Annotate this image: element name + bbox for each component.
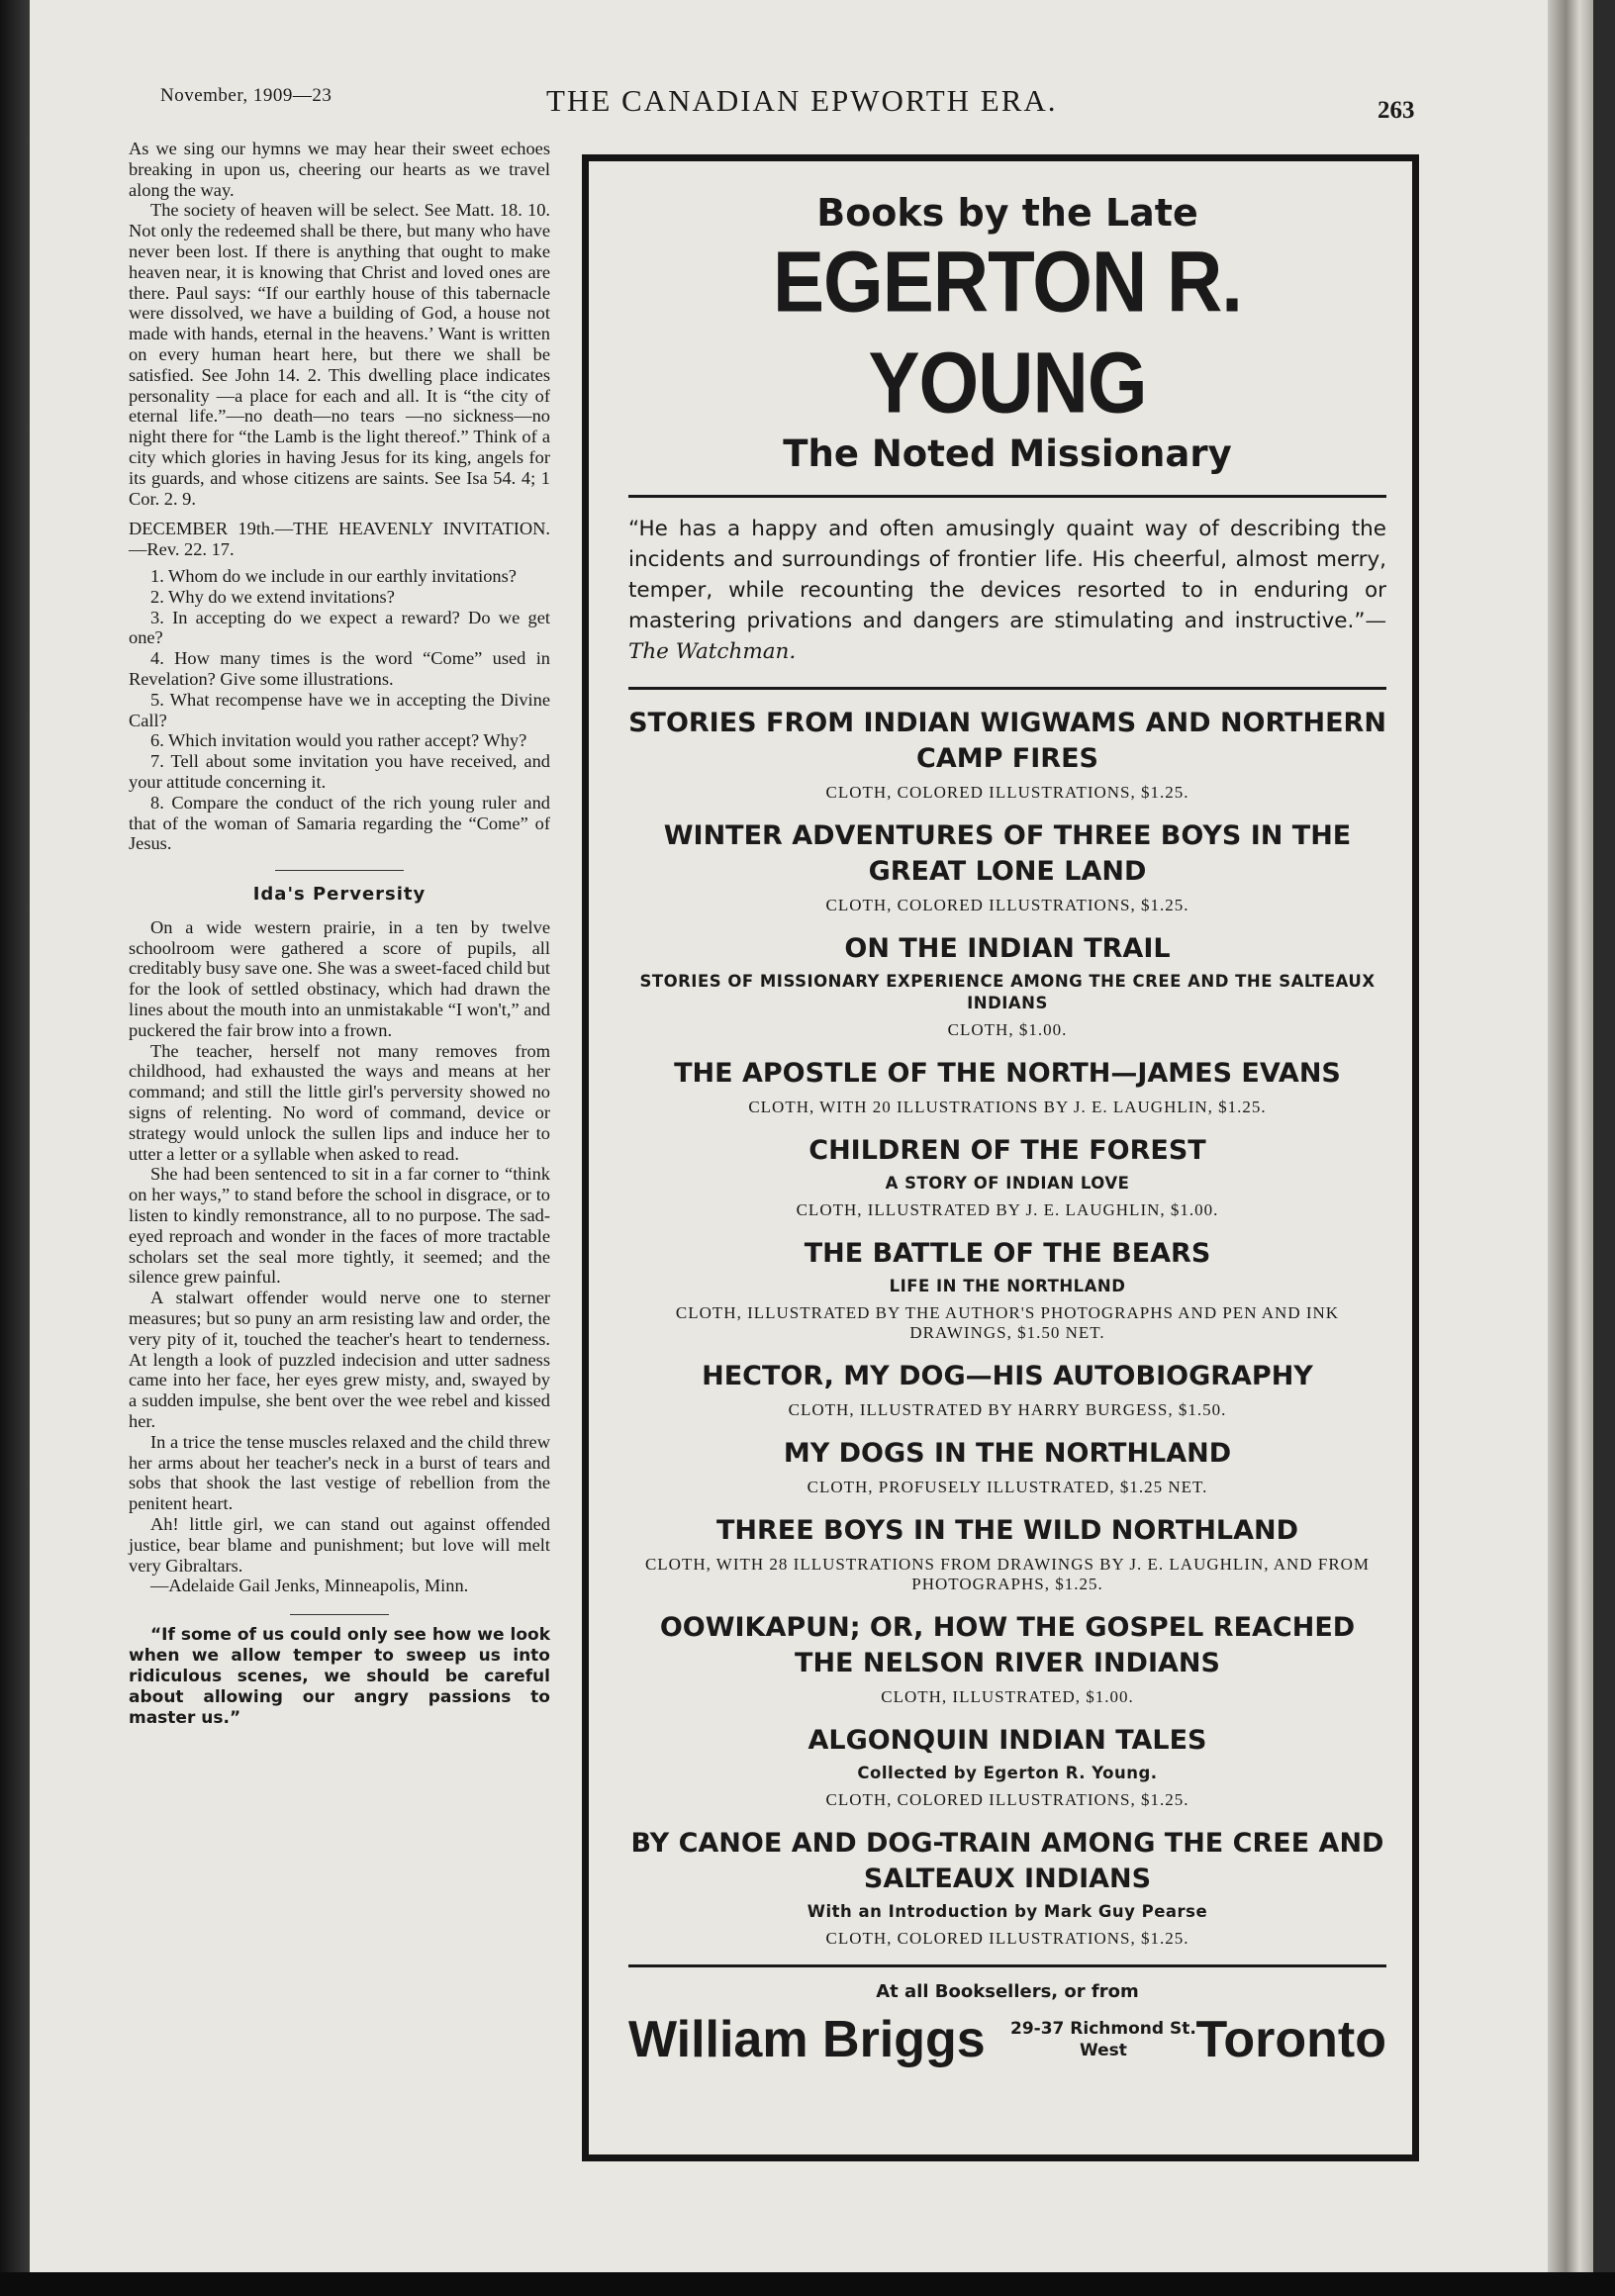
story-paragraph: On a wide western prairie, in a ten by twelve schoolroom were gathered a score of pupils, all creditably busy save one. She was a sweet-faced child but for the look of settled obstinacy, which had drawn the lines about the mouth into an unmistakable “I won't,” and puckered the fair brow into a frown. bbox=[129, 916, 550, 1040]
book-details: CLOTH, ILLUSTRATED BY THE AUTHOR'S PHOTOGRAPHS AND PEN AND INK DRAWINGS, $1.50 NET. bbox=[675, 1303, 1340, 1342]
book-entry bbox=[628, 1826, 1386, 1949]
book-entry bbox=[628, 1436, 1386, 1497]
book-details: CLOTH, COLORED ILLUSTRATIONS, $1.25. bbox=[825, 1790, 1189, 1809]
book-details: CLOTH, COLORED ILLUSTRATIONS, $1.25. bbox=[825, 1929, 1189, 1948]
lesson-heading: DECEMBER 19th.—THE HEAVENLY INVITATION.—Rev. 22. 17. bbox=[129, 519, 550, 560]
book-details: CLOTH, $1.00. bbox=[947, 1020, 1068, 1039]
story-paragraph: A stalwart offender would nerve one to sterner measures; but so puny an arm resisting law and order, the very pity of it, touched the teacher's heart to tenderness. At length a look of puzzled indecision and utter sadness came into her face, her eyes grew misty, and, swayed by a sudden impulse, she bent over the wee rebel and kissed her. bbox=[129, 1288, 550, 1432]
availability-text: At all Booksellers, or from bbox=[876, 1981, 1139, 2002]
ad-divider bbox=[628, 495, 1386, 498]
address-line: West bbox=[1079, 2041, 1127, 2060]
intro-paragraph: As we sing our hymns we may hear their sweet echoes breaking in upon us, cheering our hearts as we travel along the way. bbox=[129, 139, 550, 200]
book-entry bbox=[628, 1513, 1386, 1594]
book-details: CLOTH, ILLUSTRATED BY J. E. LAUGHLIN, $1.00. bbox=[796, 1200, 1219, 1219]
book-entry bbox=[628, 1133, 1386, 1220]
book-title: THE BATTLE OF THE BEARS bbox=[804, 1238, 1211, 1269]
book-details: CLOTH, COLORED ILLUSTRATIONS, $1.25. bbox=[825, 783, 1189, 802]
ad-quote-text: “He has a happy and often amusingly quaint way of describing the incidents and surroundings of frontier life. His cheerful, almost merry, temper, while recounting the devices resorted to in enduring or mastering privations and dangers are stimulating and instructive.” bbox=[628, 517, 1386, 633]
issue-date: November, 1909—23 bbox=[160, 85, 332, 106]
closing-quote: “If some of us could only see how we look when we allow temper to sweep us into ridiculous scenes, we should be careful about allowing our angry passions to master us.” bbox=[129, 1625, 550, 1729]
question-item: 4. How many times is the word “Come” used in Revelation? Give some illustrations. bbox=[129, 648, 550, 689]
publisher-address bbox=[1010, 2018, 1196, 2061]
book-title: THREE BOYS IN THE WILD NORTHLAND bbox=[715, 1515, 1299, 1546]
book-entry bbox=[628, 1359, 1386, 1420]
story-paragraph: She had been sentenced to sit in a far corner to “think on her ways,” to stand before the school in disgrace, or to listen to kindly remonstrance, all to no purpose. The sad-eyed reproach and wonder in the faces of more tractable scholars set the seal more tightly, it seemed; and the silence grew painful. bbox=[129, 1164, 550, 1288]
story-title: Ida's Perversity bbox=[252, 884, 427, 906]
publisher-city: Toronto bbox=[1195, 2011, 1386, 2068]
book-list bbox=[628, 706, 1386, 1949]
ad-heading: Books by the Late bbox=[816, 191, 1198, 235]
book-entry bbox=[628, 1056, 1386, 1117]
section-divider bbox=[290, 1614, 389, 1615]
book-details: CLOTH, WITH 20 ILLUSTRATIONS BY J. E. LAUGHLIN, $1.25. bbox=[748, 1098, 1267, 1116]
page-gutter-shadow bbox=[0, 0, 30, 2296]
book-title: HECTOR, MY DOG—HIS AUTOBIOGRAPHY bbox=[702, 1361, 1313, 1391]
book-title: OOWIKAPUN; OR, HOW THE GOSPEL REACHED THE NELSON RIVER INDIANS bbox=[659, 1612, 1356, 1678]
question-item: 6. Which invitation would you rather accept? Why? bbox=[150, 730, 527, 751]
book-title: ALGONQUIN INDIAN TALES bbox=[808, 1725, 1207, 1756]
book-title: ON THE INDIAN TRAIL bbox=[844, 933, 1171, 964]
ad-quote bbox=[628, 514, 1386, 667]
ad-author-name: EGERTON R. YOUNG bbox=[773, 233, 1242, 431]
question-item: 7. Tell about some invitation you have received, and your attitude concerning it. bbox=[129, 751, 550, 792]
story-author: —Adelaide Gail Jenks, Minneapolis, Minn. bbox=[150, 1576, 469, 1596]
book-advertisement bbox=[582, 154, 1419, 2161]
book-title: BY CANOE AND DOG-TRAIN AMONG THE CREE AND SALTEAUX INDIANS bbox=[630, 1828, 1384, 1894]
book-title: CHILDREN OF THE FOREST bbox=[808, 1135, 1206, 1166]
book-subtitle: With an Introduction by Mark Guy Pearse bbox=[807, 1902, 1208, 1921]
book-subtitle: Collected by Egerton R. Young. bbox=[857, 1764, 1158, 1782]
book-title: WINTER ADVENTURES OF THREE BOYS IN THE GREAT LONE LAND bbox=[663, 820, 1352, 887]
ad-quote-source: —The Watchman. bbox=[628, 609, 1386, 664]
story-paragraph: Ah! little girl, we can stand out against offended justice, bear blame and punishment; but love will melt very Gibraltars. bbox=[129, 1514, 550, 1576]
book-details: CLOTH, ILLUSTRATED, $1.00. bbox=[881, 1687, 1134, 1706]
publisher-name: William Briggs bbox=[628, 2011, 986, 2068]
book-subtitle: LIFE IN THE NORTHLAND bbox=[889, 1277, 1126, 1295]
journal-title: THE CANADIAN EPWORTH ERA. bbox=[546, 83, 1058, 118]
book-subtitle: A STORY OF INDIAN LOVE bbox=[885, 1174, 1130, 1193]
question-item: 8. Compare the conduct of the rich young ruler and that of the woman of Samaria regarding the “Come” of Jesus. bbox=[129, 792, 550, 854]
question-item: 5. What recompense have we in accepting the Divine Call? bbox=[129, 689, 550, 730]
page-number: 263 bbox=[1378, 97, 1415, 124]
bottom-edge bbox=[0, 2272, 1615, 2296]
book-entry bbox=[628, 818, 1386, 915]
book-details: CLOTH, ILLUSTRATED BY HARRY BURGESS, $1.50. bbox=[788, 1400, 1227, 1419]
question-item: 3. In accepting do we expect a reward? Do we get one? bbox=[129, 607, 550, 648]
book-subtitle: STORIES OF MISSIONARY EXPERIENCE AMONG THE CREE AND THE SALTEAUX INDIANS bbox=[639, 972, 1376, 1012]
left-column bbox=[129, 139, 550, 1729]
book-details: CLOTH, PROFUSELY ILLUSTRATED, $1.25 NET. bbox=[807, 1478, 1208, 1496]
question-list bbox=[129, 566, 550, 854]
book-entry bbox=[628, 1236, 1386, 1343]
book-spine bbox=[1548, 0, 1593, 2272]
book-entry bbox=[628, 706, 1386, 803]
intro-paragraph: The society of heaven will be select. See Matt. 18. 10. Not only the redeemed shall be there, but many who have never been lost. If there is anything that ought to make heaven near, it is knowing that Christ and loved ones are there. Paul says: “If our earthly house of this tabernacle were dissolved, we have a building of God, a house not made with hands, eternal in the heavens.’ Want is written on every human heart here, but there we shall be satisfied. See John 14. 2. This dwelling place indicates personality —a place for each and all. It is “the city of eternal life.”—no death—no tears —no sickness—no night there for “the Lamb is the light thereof.” Think of a city which glories in having Jesus for its king, angels for its guards, and whose citizens are saints. See Isa 54. 4; 1 Cor. 2. 9. bbox=[129, 200, 550, 509]
ad-divider bbox=[628, 1964, 1386, 1967]
book-details: CLOTH, WITH 28 ILLUSTRATIONS FROM DRAWINGS BY J. E. LAUGHLIN, AND FROM PHOTOGRAPHS, $1.25. bbox=[644, 1555, 1371, 1593]
address-line: 29-37 Richmond St. bbox=[1010, 2019, 1196, 2039]
book-title: MY DOGS IN THE NORTHLAND bbox=[783, 1438, 1232, 1469]
book-title: THE APOSTLE OF THE NORTH—JAMES EVANS bbox=[674, 1058, 1341, 1089]
story-paragraph: The teacher, herself not many removes from childhood, had exhausted the ways and means at her command; and still the little girl's perversity showed no signs of relenting. No word of command, device or strategy would unlock the sullen lips and induce her to utter a letter or a syllable when asked to read. bbox=[129, 1040, 550, 1164]
ad-subheading: The Noted Missionary bbox=[783, 432, 1232, 475]
ad-divider bbox=[628, 687, 1386, 690]
question-item: 2. Why do we extend invitations? bbox=[150, 586, 395, 607]
book-entry bbox=[628, 1723, 1386, 1810]
book-title: STORIES FROM INDIAN WIGWAMS AND NORTHERN CAMP FIRES bbox=[628, 708, 1386, 774]
publisher-line bbox=[628, 2006, 1386, 2085]
question-item: 1. Whom do we include in our earthly invitations? bbox=[150, 565, 517, 586]
book-entry bbox=[628, 931, 1386, 1040]
book-entry bbox=[628, 1610, 1386, 1707]
book-details: CLOTH, COLORED ILLUSTRATIONS, $1.25. bbox=[825, 896, 1189, 914]
section-divider bbox=[275, 870, 404, 871]
story-paragraph: In a trice the tense muscles relaxed and the child threw her arms about her teacher's neck in a burst of tears and sobs that shook the last vestige of rebellion from the penitent heart. bbox=[129, 1431, 550, 1514]
